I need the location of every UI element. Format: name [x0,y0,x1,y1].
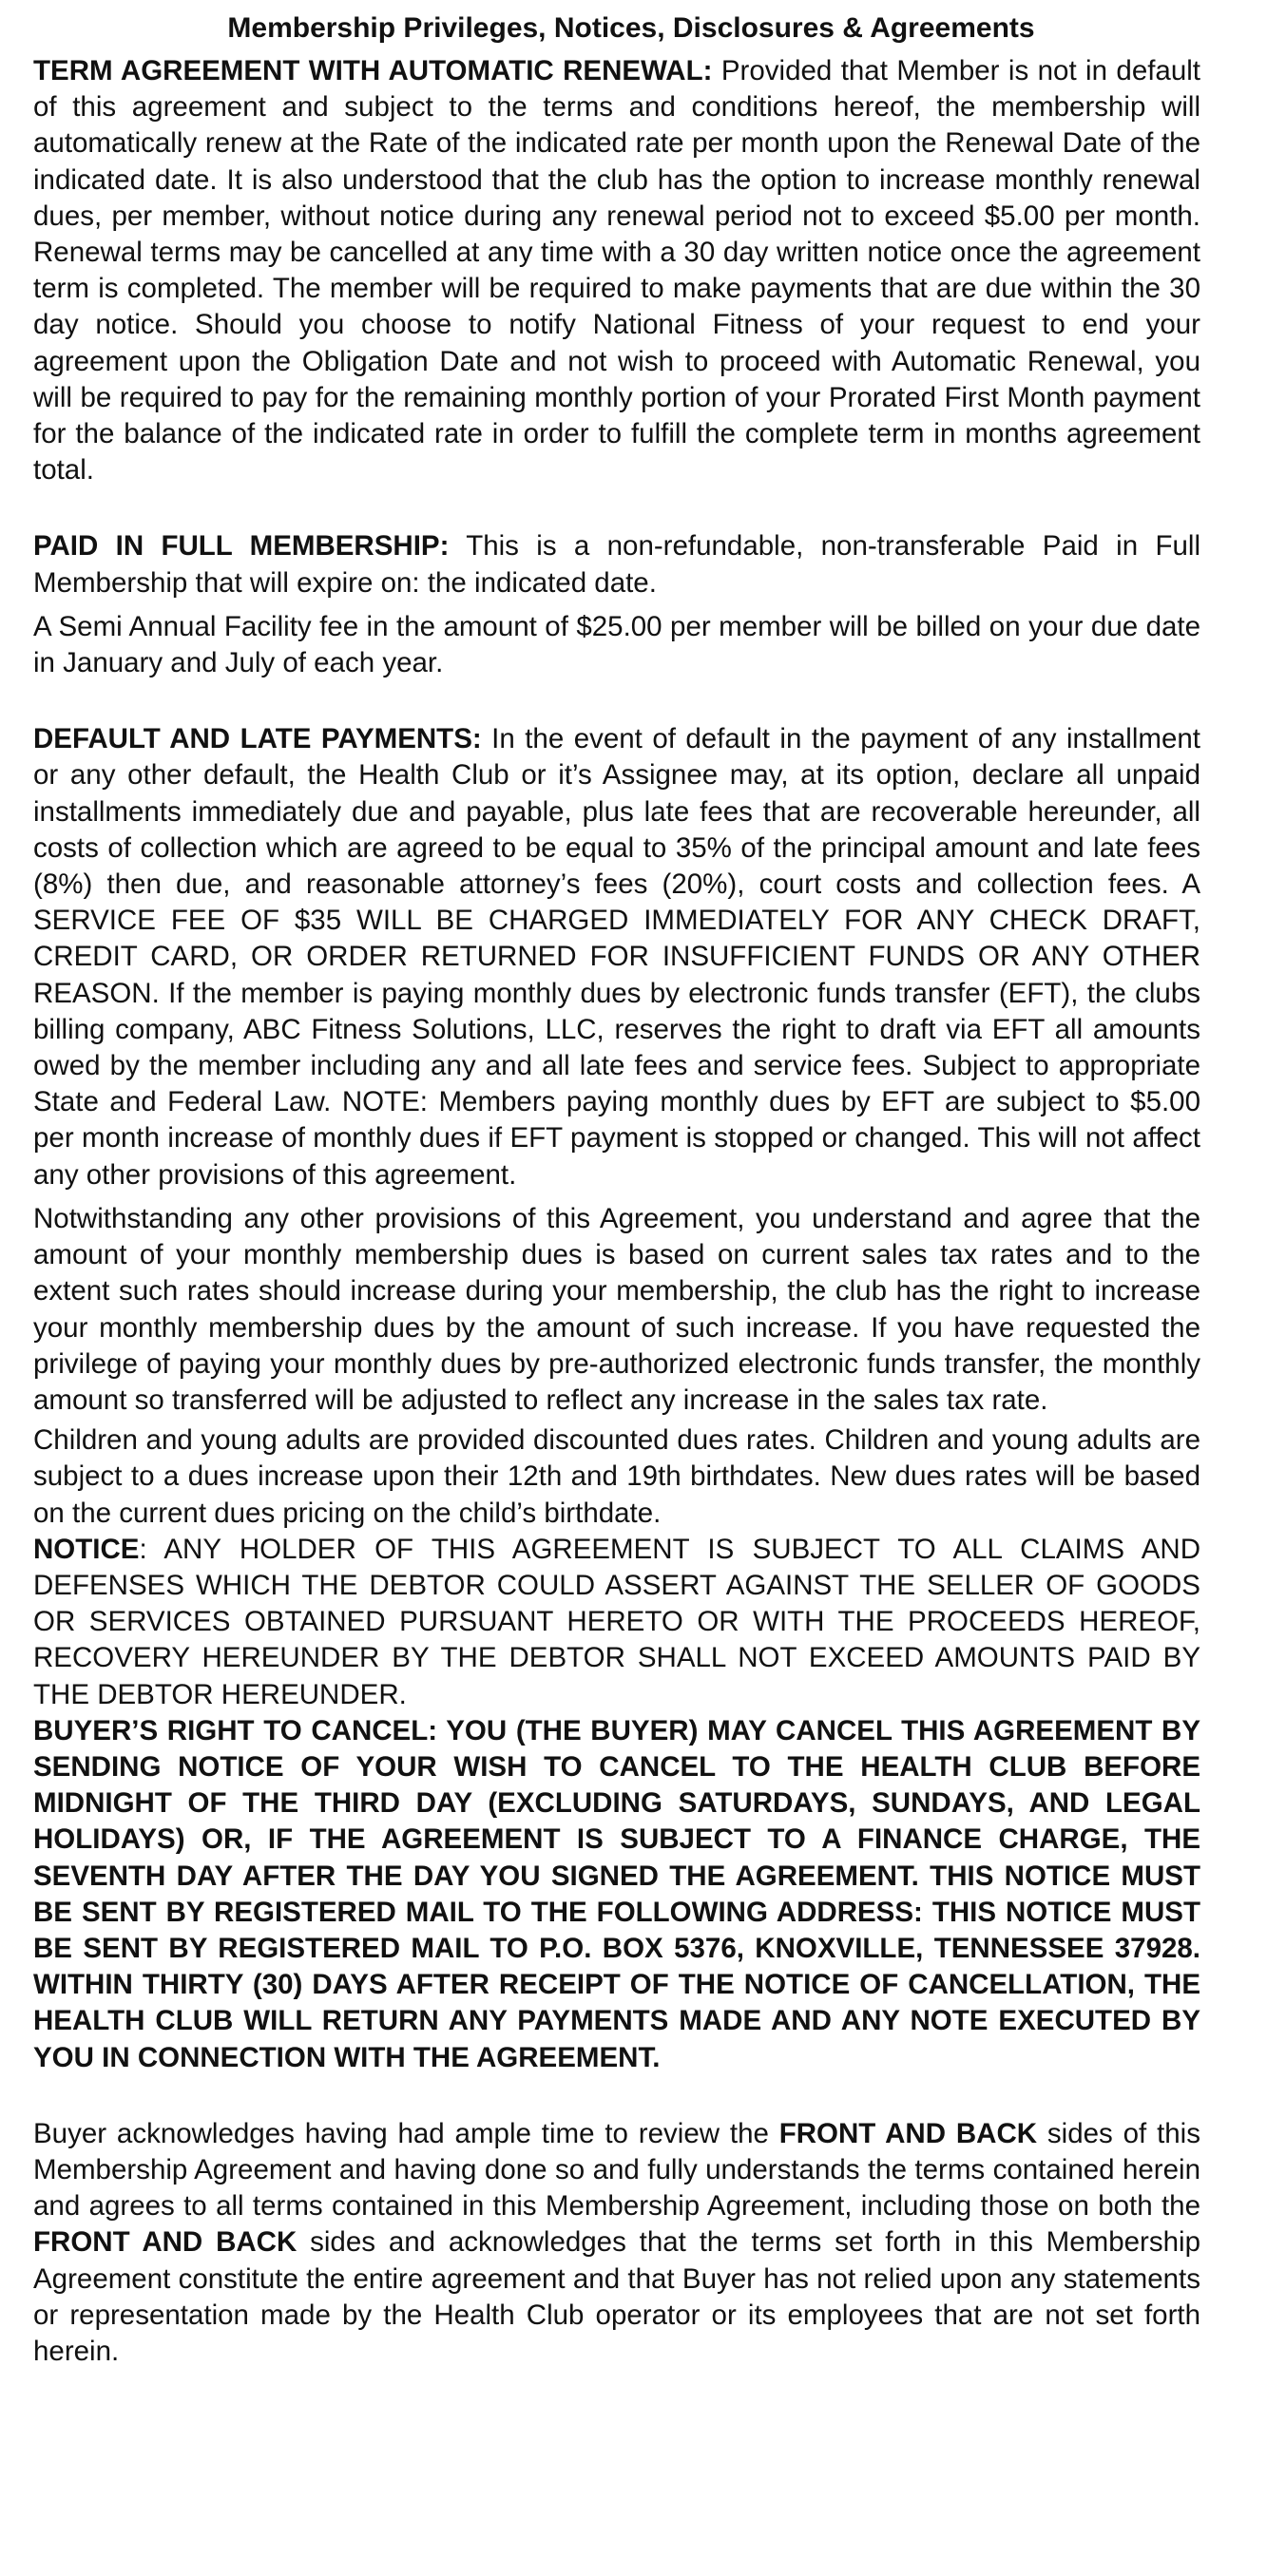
paid-in-full-paragraph [33,528,1200,601]
acknowledgement-part2: sides of this Membership Agreement and having done so and fully understands the terms contained herein and agrees to all terms contained in this Membership Agreement, including those on both the [33,2117,1200,2223]
children-rates-paragraph: Children and young adults are provided discounted dues rates. Children and young adults are subject to a dues increase upon their 12th and 19th birthdates. New dues rates will be based on the current dues pricing on the child’s birthdate. [33,1424,1200,1529]
paid-in-full-body: This is a non-refundable, non-transferable Paid in Full Membership that will expire on: the indicated date. [33,530,1200,599]
term-agreement-heading: TERM AGREEMENT WITH AUTOMATIC RENEWAL: [33,55,713,86]
notice-paragraph [33,1532,1200,1713]
acknowledgement-part1: Buyer acknowledges having had ample time to review the [33,2117,779,2149]
sales-tax-paragraph: Notwithstanding any other provisions of this Agreement, you understand and agree that the amount of your monthly membership dues is based on current sales tax rates and to the extent such rates should increase during your membership, the club has the right to increase your monthly membership dues by the amount of such increase. If you have requested the privilege of paying your monthly dues by pre-authorized electronic funds transfer, the monthly amount so transferred will be adjusted to reflect any increase in the sales tax rate. [33,1202,1200,1416]
default-late-body: In the event of default in the payment of any installment or any other default, the Health Club or it’s Assignee may, at its option, declare all unpaid installments immediately due and payable, plus late fees that are recoverable hereunder, all costs of collection which are agreed to be equal to 35% of the principal amount and late fees (8%) then due, and reasonable attorney’s fees (20%), court costs and collection fees. A SERVICE FEE OF $35 WILL BE CHARGED IMMEDIATELY FOR ANY CHECK DRAFT, CREDIT CARD, OR ORDER RETURNED FOR INSUFFICIENT FUNDS OR ANY OTHER REASON. If the member is paying monthly dues by electronic funds transfer (EFT), the clubs billing company, ABC Fitness Solutions, LLC, reserves the right to draft via EFT all amounts owed by the member including any and all late fees and service fees. Subject to appropriate State and Federal Law. NOTE: Members paying monthly dues by EFT are subject to $5.00 per month increase of monthly dues if EFT payment is stopped or changed. This will not affect any other provisions of this agreement. [33,723,1200,1191]
acknowledgement-paragraph [33,2116,1200,2370]
acknowledgement-part3: sides and acknowledges that the terms set forth in this Membership Agreement constitute the entire agreement and that Buyer has not relied upon any statements or representation made by the Health Club operator or its employees that are not set forth herein. [33,2226,1200,2367]
front-and-back-emphasis-1: FRONT AND BACK [778,2117,1038,2149]
right-to-cancel-paragraph: BUYER’S RIGHT TO CANCEL: YOU (THE BUYER) MAY CANCEL THIS AGREEMENT BY SENDING NOTICE OF YOUR WISH TO CANCEL TO THE HEALTH CLUB BEFORE MIDNIGHT OF THE THIRD DAY (EXCLUDING SATURDAYS, SUNDAYS, AND LEGAL HOLIDAYS) OR, IF THE AGREEMENT IS SUBJECT TO A FINANCE CHARGE, THE SEVENTH DAY AFTER THE DAY YOU SIGNED THE AGREEMENT. THIS NOTICE MUST BE SENT BY REGISTERED MAIL TO THE FOLLOWING ADDRESS: THIS NOTICE MUST BE SENT BY REGISTERED MAIL TO P.O. BOX 5376, KNOXVILLE, TENNESSEE 37928. WITHIN THIRTY (30) DAYS AFTER RECEIPT OF THE NOTICE OF CANCELLATION, THE HEALTH CLUB WILL RETURN ANY PAYMENTS MADE AND ANY NOTE EXECUTED BY YOU IN CONNECTION WITH THE AGREEMENT. [33,1714,1200,2073]
term-agreement-paragraph [33,53,1200,488]
term-agreement-body: Provided that Member is not in default of this agreement and subject to the terms and conditions hereof, the membership will automatically renew at the Rate of the indicated rate per month upon the Renewal Date of the indicated date. It is also understood that the club has the option to increase monthly renewal dues, per member, without notice during any renewal period not to exceed $5.00 per month. Renewal terms may be cancelled at any time with a 30 day written notice once the agreement term is completed. The member will be required to make payments that are due within the 30 day notice. Should you choose to notify National Fitness of your request to end your agreement upon the Obligation Date and not wish to proceed with Automatic Renewal, you will be required to pay for the remaining monthly portion of your Prorated First Month payment for the balance of the indicated rate in order to fulfill the complete term in months agreement total. [33,55,1200,487]
notice-heading: NOTICE [33,1533,140,1565]
facility-fee-paragraph: A Semi Annual Facility fee in the amount of $25.00 per member will be billed on your due date in January and July of each year. [33,610,1200,679]
front-and-back-emphasis-2: FRONT AND BACK [33,2226,298,2259]
document-title: Membership Privileges, Notices, Disclosures & Agreements [227,12,1035,44]
notice-body: : ANY HOLDER OF THIS AGREEMENT IS SUBJECT TO ALL CLAIMS AND DEFENSES WHICH THE DEBTOR COULD ASSERT AGAINST THE SELLER OF GOODS OR SERVICES OBTAINED PURSUANT HERETO OR WITH THE PROCEEDS HEREOF, RECOVERY HEREUNDER BY THE DEBTOR SHALL NOT EXCEED AMOUNTS PAID BY THE DEBTOR HEREUNDER. [33,1533,1200,1710]
paid-in-full-heading: PAID IN FULL MEMBERSHIP: [33,530,450,563]
default-late-paragraph [33,721,1200,1193]
default-late-heading: DEFAULT AND LATE PAYMENTS: [33,723,482,755]
